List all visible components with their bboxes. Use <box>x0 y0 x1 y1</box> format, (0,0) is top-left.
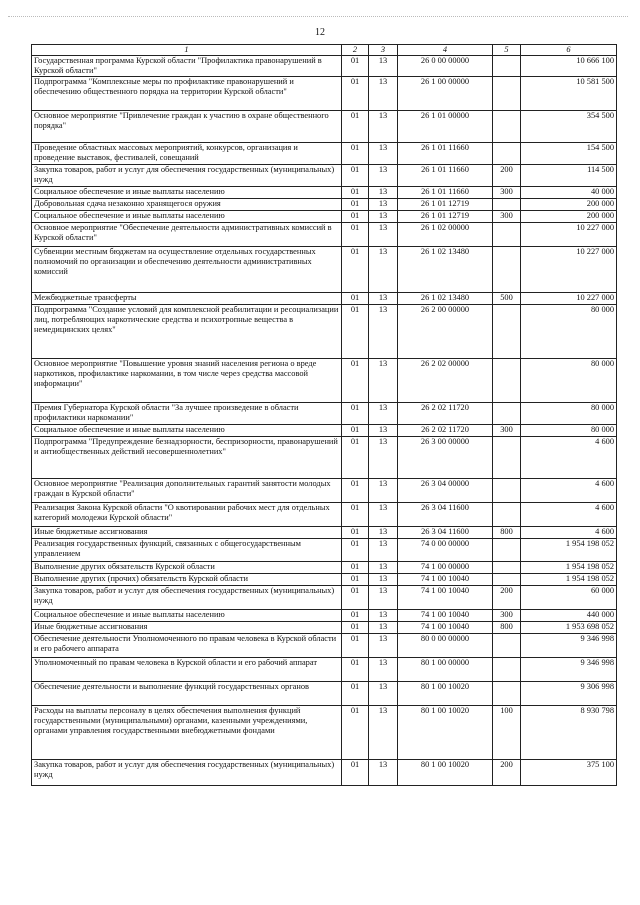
cell-target-article: 26 1 01 00000 <box>398 111 493 143</box>
cell-subsection: 13 <box>369 539 398 562</box>
cell-subsection: 13 <box>369 437 398 479</box>
cell-amount: 4 600 <box>521 479 617 503</box>
cell-target-article: 80 1 00 10020 <box>398 760 493 786</box>
table-row <box>32 574 617 586</box>
cell-amount: 80 000 <box>521 359 617 403</box>
cell-amount: 200 000 <box>521 211 617 223</box>
cell-expense-type <box>493 199 521 211</box>
cell-expense-type <box>493 574 521 586</box>
cell-section: 01 <box>342 247 369 293</box>
cell-subsection: 13 <box>369 503 398 527</box>
cell-expense-type: 800 <box>493 527 521 539</box>
cell-subsection: 13 <box>369 187 398 199</box>
cell-target-article: 80 0 00 00000 <box>398 634 493 658</box>
cell-section: 01 <box>342 403 369 425</box>
cell-name: Обеспечение деятельности и выполнение функций государственных органов <box>32 682 342 706</box>
cell-subsection: 13 <box>369 56 398 77</box>
cell-target-article: 74 1 00 10040 <box>398 586 493 610</box>
cell-section: 01 <box>342 187 369 199</box>
cell-amount: 1 954 198 052 <box>521 574 617 586</box>
cell-name: Социальное обеспечение и иные выплаты населению <box>32 425 342 437</box>
cell-name: Закупка товаров, работ и услуг для обеспечения государственных (муниципальных) нужд <box>32 586 342 610</box>
table-row <box>32 610 617 622</box>
cell-amount: 9 346 998 <box>521 658 617 682</box>
cell-section: 01 <box>342 562 369 574</box>
cell-target-article: 80 1 00 10020 <box>398 706 493 760</box>
cell-subsection: 13 <box>369 223 398 247</box>
cell-name: Проведение областных массовых мероприятий, конкурсов, организация и проведение выставок, фестивалей, совещаний <box>32 143 342 165</box>
cell-section: 01 <box>342 610 369 622</box>
cell-target-article: 80 1 00 00000 <box>398 658 493 682</box>
table-row <box>32 527 617 539</box>
cell-name: Обеспечение деятельности Уполномоченного по правам человека в Курской области и его рабочего аппарата <box>32 634 342 658</box>
table-row <box>32 77 617 111</box>
table-row <box>32 682 617 706</box>
table-row <box>32 199 617 211</box>
table-row <box>32 425 617 437</box>
cell-target-article: 26 2 02 11720 <box>398 425 493 437</box>
scan-artifact-line <box>8 16 628 19</box>
cell-section: 01 <box>342 586 369 610</box>
cell-subsection: 13 <box>369 706 398 760</box>
cell-subsection: 13 <box>369 562 398 574</box>
header-row <box>32 45 617 56</box>
cell-target-article: 26 2 02 11720 <box>398 403 493 425</box>
cell-name: Добровольная сдача незаконно хранящегося оружия <box>32 199 342 211</box>
cell-amount: 154 500 <box>521 143 617 165</box>
cell-amount: 200 000 <box>521 199 617 211</box>
cell-name: Подпрограмма "Предупреждение безнадзорности, беспризорности, правонарушений и антиобщественных действий несовершеннолетних" <box>32 437 342 479</box>
cell-name: Уполномоченный по правам человека в Курской области и его рабочий аппарат <box>32 658 342 682</box>
cell-section: 01 <box>342 111 369 143</box>
cell-target-article: 26 1 02 13480 <box>398 247 493 293</box>
table-row <box>32 437 617 479</box>
cell-amount: 4 600 <box>521 527 617 539</box>
cell-section: 01 <box>342 706 369 760</box>
cell-target-article: 74 1 00 10040 <box>398 610 493 622</box>
cell-subsection: 13 <box>369 165 398 187</box>
cell-section: 01 <box>342 199 369 211</box>
cell-section: 01 <box>342 634 369 658</box>
cell-amount: 8 930 798 <box>521 706 617 760</box>
table-row <box>32 56 617 77</box>
cell-expense-type <box>493 247 521 293</box>
cell-name: Социальное обеспечение и иные выплаты населению <box>32 211 342 223</box>
table-row <box>32 562 617 574</box>
cell-amount: 80 000 <box>521 305 617 359</box>
cell-subsection: 13 <box>369 77 398 111</box>
cell-amount: 1 954 198 052 <box>521 562 617 574</box>
cell-amount: 10 581 500 <box>521 77 617 111</box>
cell-amount: 40 000 <box>521 187 617 199</box>
cell-expense-type <box>493 143 521 165</box>
cell-section: 01 <box>342 56 369 77</box>
table-row <box>32 211 617 223</box>
cell-amount: 10 227 000 <box>521 247 617 293</box>
table-row <box>32 622 617 634</box>
cell-subsection: 13 <box>369 586 398 610</box>
cell-expense-type <box>493 77 521 111</box>
cell-target-article: 74 1 00 00000 <box>398 562 493 574</box>
table-row <box>32 586 617 610</box>
cell-section: 01 <box>342 143 369 165</box>
cell-section: 01 <box>342 165 369 187</box>
cell-amount: 10 666 100 <box>521 56 617 77</box>
cell-subsection: 13 <box>369 247 398 293</box>
cell-target-article: 74 0 00 00000 <box>398 539 493 562</box>
cell-section: 01 <box>342 479 369 503</box>
cell-section: 01 <box>342 658 369 682</box>
table-row <box>32 305 617 359</box>
cell-expense-type <box>493 437 521 479</box>
cell-target-article: 26 3 04 00000 <box>398 479 493 503</box>
cell-name: Межбюджетные трансферты <box>32 293 342 305</box>
cell-amount: 10 227 000 <box>521 223 617 247</box>
cell-name: Реализация государственных функций, связанных с общегосударственным управлением <box>32 539 342 562</box>
cell-section: 01 <box>342 77 369 111</box>
cell-expense-type: 800 <box>493 622 521 634</box>
cell-target-article: 74 1 00 10040 <box>398 622 493 634</box>
cell-amount: 440 000 <box>521 610 617 622</box>
cell-amount: 375 100 <box>521 760 617 786</box>
cell-subsection: 13 <box>369 634 398 658</box>
cell-expense-type <box>493 562 521 574</box>
cell-subsection: 13 <box>369 403 398 425</box>
cell-section: 01 <box>342 305 369 359</box>
cell-section: 01 <box>342 293 369 305</box>
cell-subsection: 13 <box>369 610 398 622</box>
cell-subsection: 13 <box>369 143 398 165</box>
cell-name: Реализация Закона Курской области "О квотировании рабочих мест для отдельных категорий молодежи Курской области" <box>32 503 342 527</box>
cell-name: Премия Губернатора Курской области "За лучшее произведение в области профилактики наркомании" <box>32 403 342 425</box>
table-row <box>32 706 617 760</box>
cell-section: 01 <box>342 211 369 223</box>
cell-expense-type: 300 <box>493 211 521 223</box>
cell-expense-type: 100 <box>493 706 521 760</box>
cell-amount: 10 227 000 <box>521 293 617 305</box>
cell-name: Расходы на выплаты персоналу в целях обеспечения выполнения функций государственными (муниципальными) органами, казенными учреждениями, органами управления государственными внебюджетными фондами <box>32 706 342 760</box>
col-header-subsection: 3 <box>369 45 398 56</box>
cell-section: 01 <box>342 527 369 539</box>
cell-amount: 80 000 <box>521 425 617 437</box>
cell-amount: 1 954 198 052 <box>521 539 617 562</box>
page-number: 12 <box>315 27 325 38</box>
col-header-name: 1 <box>32 45 342 56</box>
cell-section: 01 <box>342 359 369 403</box>
cell-expense-type <box>493 539 521 562</box>
cell-name: Основное мероприятие "Повышение уровня знаний населения региона о вреде наркотиков, профилактике наркомании, в том числе через средства массовой информации" <box>32 359 342 403</box>
cell-target-article: 26 3 00 00000 <box>398 437 493 479</box>
cell-expense-type: 200 <box>493 760 521 786</box>
cell-expense-type: 500 <box>493 293 521 305</box>
cell-expense-type <box>493 503 521 527</box>
table-row <box>32 658 617 682</box>
cell-name: Основное мероприятие "Реализация дополнительных гарантий занятости молодых граждан в Курской области" <box>32 479 342 503</box>
cell-expense-type <box>493 223 521 247</box>
cell-expense-type: 300 <box>493 425 521 437</box>
table-row <box>32 359 617 403</box>
col-header-section: 2 <box>342 45 369 56</box>
cell-amount: 4 600 <box>521 437 617 479</box>
cell-section: 01 <box>342 425 369 437</box>
cell-expense-type <box>493 359 521 403</box>
cell-name: Выполнение других (прочих) обязательств Курской области <box>32 574 342 586</box>
table-row <box>32 165 617 187</box>
table-row <box>32 223 617 247</box>
cell-amount: 9 306 998 <box>521 682 617 706</box>
cell-name: Подпрограмма "Комплексные меры по профилактике правонарушений и обеспечению общественного порядка на территории Курской области" <box>32 77 342 111</box>
cell-amount: 60 000 <box>521 586 617 610</box>
table-row <box>32 143 617 165</box>
cell-subsection: 13 <box>369 527 398 539</box>
cell-subsection: 13 <box>369 293 398 305</box>
col-header-expense-type: 5 <box>493 45 521 56</box>
cell-name: Социальное обеспечение и иные выплаты населению <box>32 187 342 199</box>
cell-amount: 9 346 998 <box>521 634 617 658</box>
table-row <box>32 760 617 786</box>
cell-target-article: 26 1 02 00000 <box>398 223 493 247</box>
cell-target-article: 26 3 04 11600 <box>398 527 493 539</box>
cell-subsection: 13 <box>369 111 398 143</box>
col-header-target-article: 4 <box>398 45 493 56</box>
cell-expense-type <box>493 658 521 682</box>
cell-name: Закупка товаров, работ и услуг для обеспечения государственных (муниципальных) нужд <box>32 165 342 187</box>
table-row <box>32 293 617 305</box>
cell-target-article: 26 2 02 00000 <box>398 359 493 403</box>
cell-target-article: 26 2 00 00000 <box>398 305 493 359</box>
table-row <box>32 539 617 562</box>
cell-name: Закупка товаров, работ и услуг для обеспечения государственных (муниципальных) нужд <box>32 760 342 786</box>
cell-target-article: 26 1 00 00000 <box>398 77 493 111</box>
cell-target-article: 26 3 04 11600 <box>398 503 493 527</box>
cell-name: Субвенции местным бюджетам на осуществление отдельных государственных полномочий по организации и обеспечению деятельности административных комиссий <box>32 247 342 293</box>
cell-expense-type: 200 <box>493 586 521 610</box>
budget-table <box>31 44 617 786</box>
cell-name: Иные бюджетные ассигнования <box>32 527 342 539</box>
cell-name: Основное мероприятие "Обеспечение деятельности административных комиссий в Курской области" <box>32 223 342 247</box>
cell-target-article: 26 1 01 12719 <box>398 199 493 211</box>
cell-expense-type <box>493 682 521 706</box>
cell-subsection: 13 <box>369 359 398 403</box>
cell-name: Подпрограмма "Создание условий для комплексной реабилитации и ресоциализации лиц, потребляющих наркотические средства и психотропные вещества в немедицинских целях" <box>32 305 342 359</box>
cell-subsection: 13 <box>369 199 398 211</box>
table-row <box>32 634 617 658</box>
cell-section: 01 <box>342 574 369 586</box>
cell-expense-type: 300 <box>493 187 521 199</box>
cell-subsection: 13 <box>369 574 398 586</box>
cell-subsection: 13 <box>369 760 398 786</box>
cell-expense-type <box>493 634 521 658</box>
cell-section: 01 <box>342 622 369 634</box>
table-row <box>32 403 617 425</box>
cell-amount: 114 500 <box>521 165 617 187</box>
cell-section: 01 <box>342 223 369 247</box>
cell-section: 01 <box>342 760 369 786</box>
cell-target-article: 26 1 01 11660 <box>398 165 493 187</box>
cell-subsection: 13 <box>369 658 398 682</box>
cell-expense-type <box>493 305 521 359</box>
cell-amount: 4 600 <box>521 503 617 527</box>
cell-target-article: 26 1 01 11660 <box>398 143 493 165</box>
cell-expense-type <box>493 56 521 77</box>
cell-name: Социальное обеспечение и иные выплаты населению <box>32 610 342 622</box>
cell-subsection: 13 <box>369 622 398 634</box>
table-row <box>32 503 617 527</box>
cell-name: Иные бюджетные ассигнования <box>32 622 342 634</box>
cell-expense-type <box>493 111 521 143</box>
cell-section: 01 <box>342 437 369 479</box>
cell-name: Государственная программа Курской области "Профилактика правонарушений в Курской области" <box>32 56 342 77</box>
cell-subsection: 13 <box>369 479 398 503</box>
cell-expense-type <box>493 479 521 503</box>
cell-target-article: 26 0 00 00000 <box>398 56 493 77</box>
table-row <box>32 479 617 503</box>
table-row <box>32 111 617 143</box>
cell-subsection: 13 <box>369 425 398 437</box>
cell-subsection: 13 <box>369 305 398 359</box>
cell-amount: 1 953 698 052 <box>521 622 617 634</box>
cell-target-article: 26 1 02 13480 <box>398 293 493 305</box>
cell-subsection: 13 <box>369 682 398 706</box>
cell-target-article: 80 1 00 10020 <box>398 682 493 706</box>
cell-target-article: 74 1 00 10040 <box>398 574 493 586</box>
cell-section: 01 <box>342 503 369 527</box>
cell-section: 01 <box>342 682 369 706</box>
cell-amount: 354 500 <box>521 111 617 143</box>
cell-target-article: 26 1 01 11660 <box>398 187 493 199</box>
table-row <box>32 187 617 199</box>
cell-section: 01 <box>342 539 369 562</box>
cell-subsection: 13 <box>369 211 398 223</box>
col-header-amount: 6 <box>521 45 617 56</box>
cell-name: Основное мероприятие "Привлечение граждан к участию в охране общественного порядка" <box>32 111 342 143</box>
cell-expense-type: 300 <box>493 610 521 622</box>
cell-name: Выполнение других обязательств Курской области <box>32 562 342 574</box>
cell-target-article: 26 1 01 12719 <box>398 211 493 223</box>
cell-amount: 80 000 <box>521 403 617 425</box>
table-row <box>32 247 617 293</box>
cell-expense-type <box>493 403 521 425</box>
cell-expense-type: 200 <box>493 165 521 187</box>
